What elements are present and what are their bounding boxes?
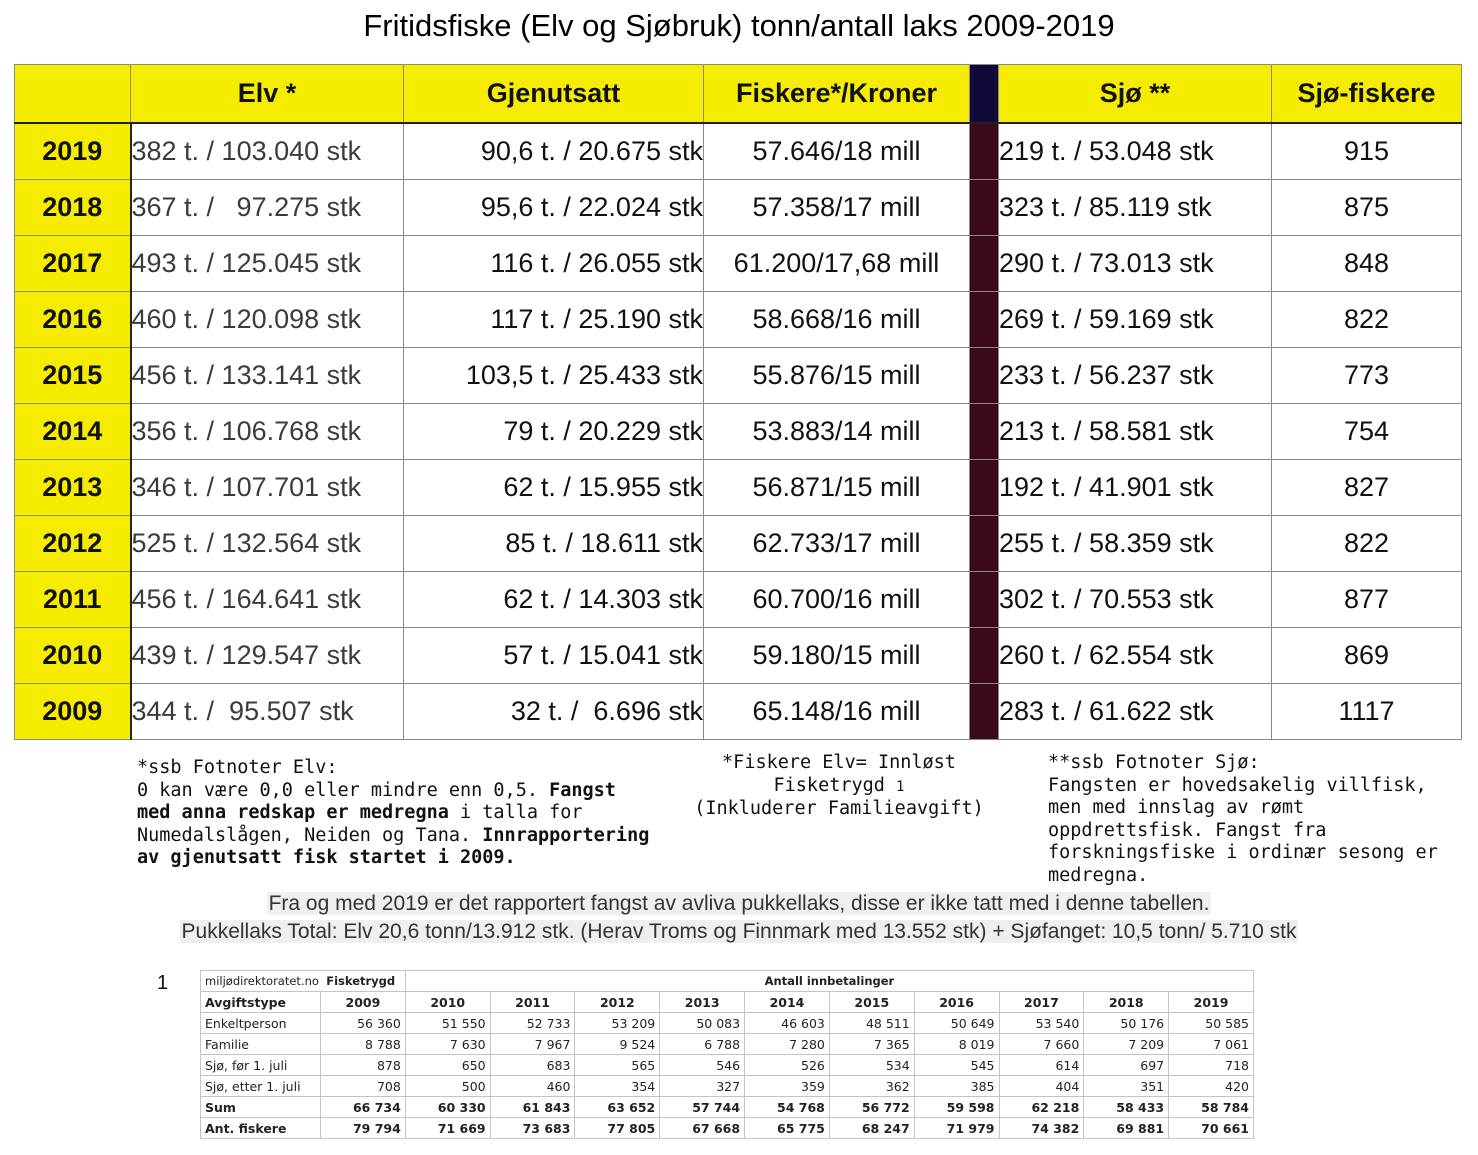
page-title: Fritidsfiske (Elv og Sjøbruk) tonn/antall laks 2009-2019 (363, 8, 1115, 43)
year-cell: 2009 (15, 684, 131, 740)
value-cell: 718 (1169, 1055, 1254, 1076)
elv-cell: 356 t. / 106.768 stk (131, 404, 404, 460)
value-cell: 57 744 (660, 1097, 745, 1118)
elv-cell: 460 t. / 120.098 stk (131, 292, 404, 348)
value-cell: 7 365 (829, 1034, 914, 1055)
value-cell: 697 (1084, 1055, 1169, 1076)
value-cell: 52 733 (490, 1013, 575, 1034)
year-header-cell: 2016 (914, 992, 999, 1013)
sjofiskere-cell: 848 (1272, 236, 1462, 292)
sjo-cell: 233 t. / 56.237 stk (999, 348, 1272, 404)
value-cell: 58 784 (1169, 1097, 1254, 1118)
year-cell: 2013 (15, 460, 131, 516)
value-cell: 351 (1084, 1076, 1169, 1097)
fiskere-cell: 61.200/17,68 mill (704, 236, 970, 292)
table-row (15, 572, 1462, 628)
header-row (15, 65, 1462, 124)
header-gjenutsatt: Gjenutsatt (404, 65, 704, 124)
value-cell: 614 (999, 1055, 1084, 1076)
value-cell: 500 (405, 1076, 490, 1097)
header-year (15, 65, 131, 124)
table-row (15, 292, 1462, 348)
value-cell: 50 083 (660, 1013, 745, 1034)
elv-cell: 346 t. / 107.701 stk (131, 460, 404, 516)
separator-cell (970, 460, 999, 516)
row-label: Sjø, etter 1. juli (201, 1076, 321, 1097)
separator-cell (970, 684, 999, 740)
value-cell: 50 649 (914, 1013, 999, 1034)
sjofiskere-cell: 877 (1272, 572, 1462, 628)
footnote-fiskere (664, 752, 1014, 821)
sjo-cell: 255 t. / 58.359 stk (999, 516, 1272, 572)
value-cell: 545 (914, 1055, 999, 1076)
year-header-cell: 2017 (999, 992, 1084, 1013)
value-cell: 65 775 (745, 1118, 830, 1139)
row-label: Sum (201, 1097, 321, 1118)
gjenutsatt-cell: 62 t. / 14.303 stk (404, 572, 704, 628)
value-cell: 534 (829, 1055, 914, 1076)
fiskere-cell: 65.148/16 mill (704, 684, 970, 740)
sjo-cell: 219 t. / 53.048 stk (999, 123, 1272, 180)
elv-cell: 493 t. / 125.045 stk (131, 236, 404, 292)
table-row (15, 180, 1462, 236)
fiskere-cell: 57.646/18 mill (704, 123, 970, 180)
separator-cell (970, 123, 999, 180)
value-cell: 53 540 (999, 1013, 1084, 1034)
year-header-cell: 2011 (490, 992, 575, 1013)
fiskere-cell: 58.668/16 mill (704, 292, 970, 348)
separator-cell (970, 516, 999, 572)
pukkellaks-note-2: Pukkellaks Total: Elv 20,6 tonn/13.912 stk. (Herav Troms og Finnmark med 13.552 stk) + Sjøfanget: 10,5 tonn/ 5.710 stk (181, 920, 1297, 943)
gjenutsatt-cell: 57 t. / 15.041 stk (404, 628, 704, 684)
value-cell: 7 061 (1169, 1034, 1254, 1055)
elv-cell: 344 t. / 95.507 stk (131, 684, 404, 740)
reference-number: 1 (157, 972, 169, 994)
separator-cell (970, 180, 999, 236)
sjofiskere-cell: 754 (1272, 404, 1462, 460)
gjenutsatt-cell: 79 t. / 20.229 stk (404, 404, 704, 460)
value-cell: 69 881 (1084, 1118, 1169, 1139)
value-cell: 77 805 (575, 1118, 660, 1139)
value-cell: 58 433 (1084, 1097, 1169, 1118)
year-cell: 2014 (15, 404, 131, 460)
sjofiskere-cell: 915 (1272, 123, 1462, 180)
catch-table (14, 64, 1462, 740)
gjenutsatt-cell: 95,6 t. / 22.024 stk (404, 180, 704, 236)
value-cell: 70 661 (1169, 1118, 1254, 1139)
sjo-cell: 290 t. / 73.013 stk (999, 236, 1272, 292)
fiskere-cell: 60.700/16 mill (704, 572, 970, 628)
value-cell: 56 360 (321, 1013, 406, 1034)
value-cell: 68 247 (829, 1118, 914, 1139)
year-cell: 2010 (15, 628, 131, 684)
value-cell: 48 511 (829, 1013, 914, 1034)
footnote-ref-marker: 1 (896, 778, 905, 795)
year-header-cell: 2009 (321, 992, 406, 1013)
value-cell: 7 630 (405, 1034, 490, 1055)
year-header-row (201, 992, 1254, 1013)
sjo-cell: 323 t. / 85.119 stk (999, 180, 1272, 236)
value-cell: 50 585 (1169, 1013, 1254, 1034)
footnote-fiskere-line2: (Inkluderer Familieavgift) (694, 798, 984, 819)
footnote-elv (137, 757, 652, 870)
gjenutsatt-cell: 103,5 t. / 25.433 stk (404, 348, 704, 404)
source-cell (201, 971, 406, 992)
value-cell: 73 683 (490, 1118, 575, 1139)
source-name: Fisketrygd (326, 974, 396, 988)
source-row (201, 971, 1254, 992)
row-label: Familie (201, 1034, 321, 1055)
footnote-elv-text: 0 kan være 0,0 eller mindre enn 0,5. Fangst med anna redskap er medregna i talla for Numedalslågen, Neiden og Tana. Innrapportering av gjenutsatt fisk startet i 2009. (137, 779, 650, 868)
table-row (15, 684, 1462, 740)
gjenutsatt-cell: 90,6 t. / 20.675 stk (404, 123, 704, 180)
table-row (15, 404, 1462, 460)
elv-cell: 367 t. / 97.275 stk (131, 180, 404, 236)
year-header-cell: 2015 (829, 992, 914, 1013)
fiskere-cell: 53.883/14 mill (704, 404, 970, 460)
sjo-cell: 302 t. / 70.553 stk (999, 572, 1272, 628)
separator-cell (970, 292, 999, 348)
fisketrygd-row (201, 1034, 1254, 1055)
separator-cell (970, 236, 999, 292)
fisketrygd-row (201, 1097, 1254, 1118)
fisketrygd-table (200, 970, 1254, 1139)
footnote-elv-heading: *ssb Fotnoter Elv: (137, 757, 338, 778)
sjo-cell: 269 t. / 59.169 stk (999, 292, 1272, 348)
value-cell: 79 794 (321, 1118, 406, 1139)
value-cell: 46 603 (745, 1013, 830, 1034)
sjofiskere-cell: 875 (1272, 180, 1462, 236)
year-header-cell: 2019 (1169, 992, 1254, 1013)
value-cell: 565 (575, 1055, 660, 1076)
elv-cell: 382 t. / 103.040 stk (131, 123, 404, 180)
value-cell: 359 (745, 1076, 830, 1097)
table-row (15, 236, 1462, 292)
row-label: Sjø, før 1. juli (201, 1055, 321, 1076)
table-row (15, 460, 1462, 516)
row-label: Enkeltperson (201, 1013, 321, 1034)
separator-cell (970, 348, 999, 404)
elv-cell: 525 t. / 132.564 stk (131, 516, 404, 572)
value-cell: 71 669 (405, 1118, 490, 1139)
year-header-cell: 2018 (1084, 992, 1169, 1013)
gjenutsatt-cell: 117 t. / 25.190 stk (404, 292, 704, 348)
fiskere-cell: 55.876/15 mill (704, 348, 970, 404)
value-cell: 9 524 (575, 1034, 660, 1055)
caption-cell: Antall innbetalinger (405, 971, 1253, 992)
footnote-sjo (1048, 752, 1453, 887)
value-cell: 50 176 (1084, 1013, 1169, 1034)
sjofiskere-cell: 827 (1272, 460, 1462, 516)
header-sjo: Sjø ** (999, 65, 1272, 124)
value-cell: 61 843 (490, 1097, 575, 1118)
year-cell: 2018 (15, 180, 131, 236)
header-separator (970, 65, 999, 124)
fiskere-cell: 57.358/17 mill (704, 180, 970, 236)
value-cell: 6 788 (660, 1034, 745, 1055)
pukkellaks-note-1: Fra og med 2019 er det rapportert fangst av avliva pukkellaks, disse er ikke tatt med i denne tabellen. (268, 892, 1210, 915)
value-cell: 7 660 (999, 1034, 1084, 1055)
value-cell: 63 652 (575, 1097, 660, 1118)
header-elv: Elv * (131, 65, 404, 124)
value-cell: 67 668 (660, 1118, 745, 1139)
separator-cell (970, 404, 999, 460)
source-label: miljødirektoratet.no (205, 974, 319, 988)
sjofiskere-cell: 869 (1272, 628, 1462, 684)
sjo-cell: 192 t. / 41.901 stk (999, 460, 1272, 516)
fiskere-cell: 59.180/15 mill (704, 628, 970, 684)
fisketrygd-row (201, 1013, 1254, 1034)
fiskere-cell: 62.733/17 mill (704, 516, 970, 572)
separator-cell (970, 628, 999, 684)
year-cell: 2019 (15, 123, 131, 180)
sjofiskere-cell: 1117 (1272, 684, 1462, 740)
value-cell: 66 734 (321, 1097, 406, 1118)
value-cell: 683 (490, 1055, 575, 1076)
value-cell: 354 (575, 1076, 660, 1097)
value-cell: 420 (1169, 1076, 1254, 1097)
value-cell: 7 209 (1084, 1034, 1169, 1055)
value-cell: 56 772 (829, 1097, 914, 1118)
table-row (15, 628, 1462, 684)
sjo-cell: 260 t. / 62.554 stk (999, 628, 1272, 684)
gjenutsatt-cell: 62 t. / 15.955 stk (404, 460, 704, 516)
year-cell: 2012 (15, 516, 131, 572)
value-cell: 53 209 (575, 1013, 660, 1034)
value-cell: 8 019 (914, 1034, 999, 1055)
value-cell: 71 979 (914, 1118, 999, 1139)
year-cell: 2016 (15, 292, 131, 348)
year-cell: 2017 (15, 236, 131, 292)
elv-cell: 439 t. / 129.547 stk (131, 628, 404, 684)
elv-cell: 456 t. / 164.641 stk (131, 572, 404, 628)
fisketrygd-row (201, 1055, 1254, 1076)
avgiftstype-header: Avgiftstype (201, 992, 321, 1013)
header-sjofiskere: Sjø-fiskere (1272, 65, 1462, 124)
footnote-sjo-text: Fangsten er hovedsakelig villfisk, men med innslag av rømt oppdrettsfisk. Fangst fra forskningsfiske i ordinær sesong er medregna. (1048, 774, 1438, 886)
value-cell: 385 (914, 1076, 999, 1097)
value-cell: 362 (829, 1076, 914, 1097)
value-cell: 460 (490, 1076, 575, 1097)
year-cell: 2011 (15, 572, 131, 628)
separator-cell (970, 572, 999, 628)
gjenutsatt-cell: 116 t. / 26.055 stk (404, 236, 704, 292)
value-cell: 650 (405, 1055, 490, 1076)
value-cell: 60 330 (405, 1097, 490, 1118)
table-row (15, 123, 1462, 180)
footnote-sjo-heading: **ssb Fotnoter Sjø: (1048, 752, 1260, 773)
value-cell: 7 967 (490, 1034, 575, 1055)
sjofiskere-cell: 822 (1272, 292, 1462, 348)
value-cell: 7 280 (745, 1034, 830, 1055)
value-cell: 327 (660, 1076, 745, 1097)
sjo-cell: 283 t. / 61.622 stk (999, 684, 1272, 740)
value-cell: 51 550 (405, 1013, 490, 1034)
value-cell: 62 218 (999, 1097, 1084, 1118)
value-cell: 59 598 (914, 1097, 999, 1118)
fiskere-cell: 56.871/15 mill (704, 460, 970, 516)
value-cell: 8 788 (321, 1034, 406, 1055)
footnote-fiskere-line1: *Fiskere Elv= Innløst Fisketrygd (722, 752, 956, 796)
sjofiskere-cell: 822 (1272, 516, 1462, 572)
table-row (15, 348, 1462, 404)
year-header-cell: 2014 (745, 992, 830, 1013)
value-cell: 404 (999, 1076, 1084, 1097)
elv-cell: 456 t. / 133.141 stk (131, 348, 404, 404)
table-row (15, 516, 1462, 572)
year-header-cell: 2013 (660, 992, 745, 1013)
sjofiskere-cell: 773 (1272, 348, 1462, 404)
value-cell: 526 (745, 1055, 830, 1076)
header-fiskere: Fiskere*/Kroner (704, 65, 970, 124)
fisketrygd-row (201, 1076, 1254, 1097)
year-header-cell: 2012 (575, 992, 660, 1013)
gjenutsatt-cell: 85 t. / 18.611 stk (404, 516, 704, 572)
value-cell: 878 (321, 1055, 406, 1076)
year-header-cell: 2010 (405, 992, 490, 1013)
year-cell: 2015 (15, 348, 131, 404)
gjenutsatt-cell: 32 t. / 6.696 stk (404, 684, 704, 740)
fisketrygd-row (201, 1118, 1254, 1139)
value-cell: 54 768 (745, 1097, 830, 1118)
value-cell: 708 (321, 1076, 406, 1097)
value-cell: 546 (660, 1055, 745, 1076)
value-cell: 74 382 (999, 1118, 1084, 1139)
sjo-cell: 213 t. / 58.581 stk (999, 404, 1272, 460)
row-label: Ant. fiskere (201, 1118, 321, 1139)
